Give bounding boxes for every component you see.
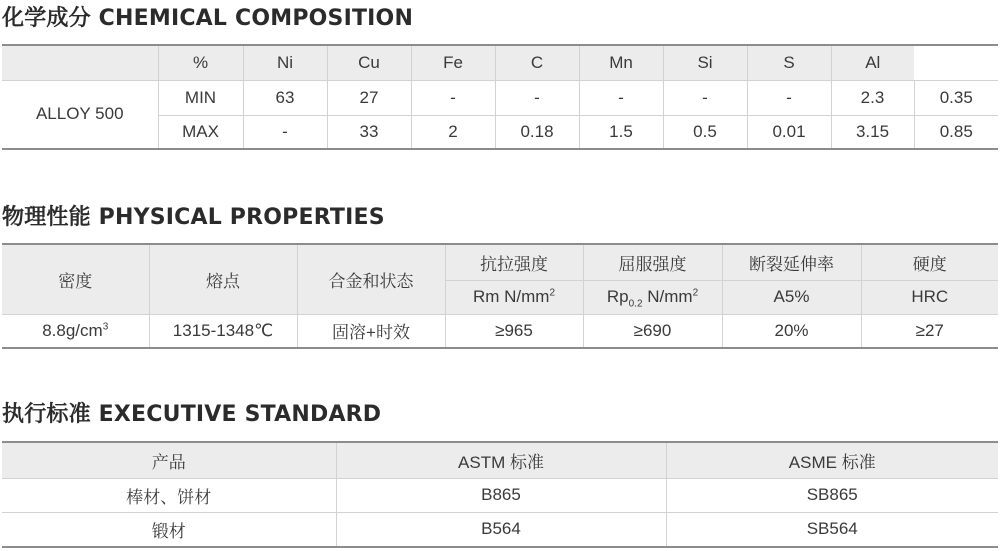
value-cell-density (2, 314, 149, 348)
header-cell: Mn (579, 45, 663, 80)
header-cell: C (495, 45, 579, 80)
unit-cell-elongation: A5% (722, 280, 861, 314)
value-cell: - (663, 80, 747, 115)
value-cell: 0.5 (663, 115, 747, 149)
value-cell: 2.3 (831, 80, 914, 115)
value-cell: 2 (411, 115, 495, 149)
value-superscript: 3 (102, 321, 109, 333)
table-row (2, 512, 998, 547)
value-cell: - (495, 80, 579, 115)
unit-text: Rm N/mm (472, 287, 550, 306)
header-cell-elongation: 断裂延伸率 (722, 244, 861, 280)
unit-text: N/mm (642, 287, 693, 306)
header-cell: Si (663, 45, 747, 80)
value-cell: 0.35 (914, 80, 998, 115)
unit-text: Rp (606, 287, 629, 306)
executive-standard-table (2, 441, 998, 548)
physical-header-row (2, 244, 998, 280)
header-cell-astm: ASTM 标准 (336, 442, 666, 478)
value-cell: 63 (243, 80, 327, 115)
value-cell-elongation: 20% (722, 314, 861, 348)
physical-section-title: 物理性能 PHYSICAL PROPERTIES (2, 205, 385, 230)
value-text: 8.8g/cm (42, 320, 103, 340)
chemical-header-row (2, 45, 998, 80)
astm-cell: B865 (336, 478, 666, 512)
header-cell-yield: 屈服强度 (583, 244, 722, 280)
value-cell-hardness: ≥27 (861, 314, 998, 348)
astm-cell: B564 (336, 512, 666, 547)
header-cell-product: 产品 (2, 442, 336, 478)
asme-cell: SB865 (666, 478, 998, 512)
header-cell: Ni (243, 45, 327, 80)
value-cell: - (747, 80, 831, 115)
chemical-section-title: 化学成分 CHEMICAL COMPOSITION (2, 6, 414, 31)
header-cell-melting: 熔点 (149, 244, 297, 314)
header-cell: Cu (327, 45, 411, 80)
value-cell: - (579, 80, 663, 115)
value-cell: 27 (327, 80, 411, 115)
header-cell-asme: ASME 标准 (666, 442, 998, 478)
value-cell-melting: 1315-1348℃ (149, 314, 297, 348)
row-label-cell: MIN (158, 80, 243, 115)
asme-cell: SB564 (666, 512, 998, 547)
value-cell: - (411, 80, 495, 115)
value-cell: 0.85 (914, 115, 998, 149)
value-cell: 3.15 (831, 115, 914, 149)
header-cell-density: 密度 (2, 244, 149, 314)
unit-superscript: 2 (549, 287, 556, 299)
chemical-composition-table (2, 44, 998, 150)
standard-section-title: 执行标准 EXECUTIVE STANDARD (2, 402, 382, 427)
header-cell: S (747, 45, 831, 80)
unit-cell-yield (583, 280, 722, 314)
unit-superscript: 2 (692, 287, 699, 299)
unit-subscript: 0.2 (628, 298, 643, 310)
header-cell-tensile: 抗拉强度 (445, 244, 583, 280)
header-cell-blank (2, 45, 158, 80)
header-cell: Al (831, 45, 914, 80)
value-cell: 1.5 (579, 115, 663, 149)
value-cell: - (243, 115, 327, 149)
unit-cell-tensile (445, 280, 583, 314)
physical-properties-table (2, 243, 998, 349)
table-row-min (2, 80, 998, 115)
value-cell: 0.01 (747, 115, 831, 149)
value-cell-yield: ≥690 (583, 314, 722, 348)
product-cell: 锻材 (2, 512, 336, 547)
table-row (2, 478, 998, 512)
alloy-name-cell: ALLOY 500 (2, 80, 158, 149)
standard-header-row (2, 442, 998, 478)
value-cell: 0.18 (495, 115, 579, 149)
header-cell: % (158, 45, 243, 80)
value-cell: 33 (327, 115, 411, 149)
value-cell-tensile: ≥965 (445, 314, 583, 348)
product-cell: 棒材、饼材 (2, 478, 336, 512)
header-cell-hardness: 硬度 (861, 244, 998, 280)
row-label-cell: MAX (158, 115, 243, 149)
value-cell-condition: 固溶+时效 (297, 314, 445, 348)
physical-values-row (2, 314, 998, 348)
header-cell: Fe (411, 45, 495, 80)
header-cell-condition: 合金和状态 (297, 244, 445, 314)
unit-cell-hardness: HRC (861, 280, 998, 314)
